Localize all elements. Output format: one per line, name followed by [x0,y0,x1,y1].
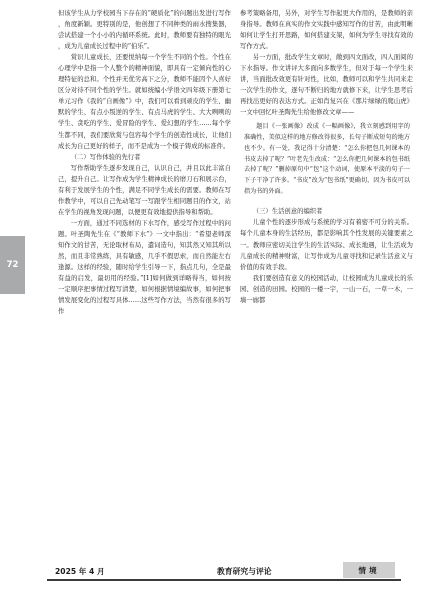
body-paragraph: 写作帮助学生逐步发现自己，认识自己，并且以此丰富自己，提升自己。让写作成为学生精神成长的磨刀石和展示台，有利于发展学生的个性，满足不同学生成长的需要。教师在写作教学中，可以自己先动笔写一写跟学生相同题目的作文，站在学生的视角发现问题，以便更有效地提供指导和帮助。 [58,164,231,216]
left-text-column [58,8,231,317]
block-quote [240,122,413,197]
body-paragraph: 儿童个性的逐步形成与系统的学习有着密不可分的关系。每个儿童本身的生活经历，都是影响其个性发展的关键要素之一。教师应密切关注学生的生活实际、成长地遇，让生活成为儿童成长的精神财富，让写作成为儿童寻找和记录生活意义与价值的有效手段。 [240,219,413,271]
page-number-tab [0,236,25,294]
page-number: 72 [6,260,19,270]
body-paragraph: 另一方面，批改学生文章时，敞到四文面改，四人面阅的下水指导。作文讲评大多面向多数学生，但对于每一个学生来讲，当面批改效更有针对性，比如，教师可以和学生共同来走一次学生的作文，逐句不断归的地方就修下来，让学生思考后再找出更好的表达方式。正如肖复兴在《那片绿绿的爬山虎》一文中回忆叶圣陶先生给他修改文章—— [240,54,413,117]
body-paragraph: 参考策略备用，另外，对学生写作起更大作用的，是教师的亲身指导。教师在真实的作文实践中感知写作的甘苦，由此明晰如何让学生打开思路，如何搭建支架，如何为学生寻找有效的写作方式。 [240,10,413,51]
section-heading: （三）生活创意的编织者 [252,208,323,216]
body-paragraph: 我们要创造有意义的校园活动，让校园成为儿童成长的乐园、创造的田园。校园的一楼一宇，一山一石，一草一木，一墙一廊都 [240,274,413,304]
quote-text: 题目《一张画像》改成《一幅画像》，我立刻感到用字的准确性，美似这样的地方修改得很多，长句子断成短句的地方也不少。有一处，我记得十分清楚：“怎么你把包几何课本的书皮去掉了呢？”叶老先生改成：“怎么你把几何课本的包书纸去掉了呢？”删掉原句中“包”这个动词，使原本平淡的句子一下子干净了许多。“书皮”改为“包书纸”更确切，因为书皮可以指为书的外面。 [244,123,410,195]
right-text-column [240,8,413,306]
body-paragraph: 一方面，通过不同选材的下水写作，感受写作过程中的问题。叶圣陶先生在《“教师下水”》一文中指出：“希望老师深知作文的甘苦，无论取材布局，遣词造句，知其然又知其所以然，而且非常熟练，具有敏感，几乎不假思索，而自然能左右逢源。这样的经验，随时给学生引导一下，指点几句，全是最有益的启发，最切用的经验。”[1]如何做到详略得当，如何按一定顺序把事情过程写清楚，如何根据情境编故事，如何把事情发展变化的过程写具体……这些写作方法，当然有很多的写作 [58,219,231,316]
section-label: 情境 [343,562,395,578]
journal-title: 教育研究与评论 [217,567,272,576]
page-footer [47,565,401,581]
section-heading: （二）写作体验的先行者 [70,153,141,161]
body-paragraph: 赏识儿童成长，还要悦纳每一个学生不同的个性。个性在心理学中是指一个人整个的精神面貌，即具有一定倾向性的心理特征的总和。个性并无优劣高下之分，教师不能因个人喜好区分对待不同个性的学生。就如统编小学语文四年级下册第七单元习作《我的“自画像”》中，我们可以看到顽皮的学生、幽默的学生、有点小叛逆的学生、有点马虎的学生、大大咧咧的学生、贪吃的学生、爱冒险的学生、爱幻想的学生……每个学生都不同，我们要欣赏与包容每个学生的创造性成长，让他们成长为自己更好的样子，而不是成为一个模子铸成的标准件。 [58,54,231,150]
body-paragraph: 但该学生从力学校园当下存在的“硬质化”的问题出发进行写作，角度新颖。更特别的是，他创想了不同种类的雨水搜集器，尝试搭建一个小小的内循环系统。此时，教师要有独特的眼光，成为儿童成长过程中的“伯乐”。 [58,10,231,51]
issue-date: 2025 年 4 月 [55,567,105,576]
